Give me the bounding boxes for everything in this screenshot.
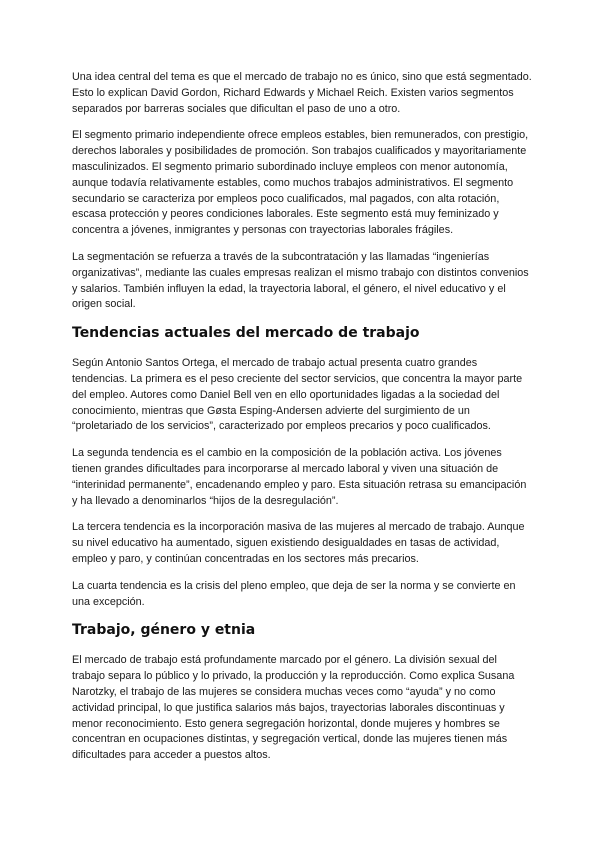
paragraph-second-trend: La segunda tendencia es el cambio en la composición de la población activa. Los jóvenes tienen grandes dificultades para incorporarse al mercado laboral y viven una situación de “interinidad permanente”, encadenando empleo y paro. Esta situación retrasa su emancipación y ha llevado a denominarlos “hijos de la desregulación”. bbox=[72, 447, 527, 507]
heading-work-gender-ethnicity: Trabajo, género y etnia bbox=[72, 622, 256, 639]
paragraph-subcontracting: La segmentación se refuerza a través de la subcontratación y las llamadas “ingenierías organizativas”, mediante las cuales empresas realizan el mismo trabajo con distintos convenios y salarios. También influyen la edad, la trayectoria laboral, el género, el nivel educativo y el origen social. bbox=[72, 250, 529, 311]
paragraph-fourth-trend: La cuarta tendencia es la crisis del pleno empleo, que deja de ser la norma y se convierte en una excepción. bbox=[72, 579, 516, 608]
heading-current-trends: Tendencias actuales del mercado de trabajo bbox=[72, 325, 420, 342]
paragraph-segments: El segmento primario independiente ofrece empleos estables, bien remunerados, con prestigio, derechos laborales y posibilidades de promoción. Son trabajos cualificados y mayoritariamente masculinizados. El segmento primario subordinado incluye empleos con menor autonomía, aunque todavía relativamente estables, como muchos trabajos administrativos. El segmento secundario se caracteriza por empleos poco cualificados, mal pagados, con alta rotación, escasa protección y peores condiciones laborales. Este segmento está muy feminizado y concentra a jóvenes, inmigrantes y personas con trayectorias laborales frágiles. bbox=[72, 129, 529, 237]
paragraph-gender: El mercado de trabajo está profundamente marcado por el género. La división sexual del trabajo separa lo público y lo privado, la producción y la reproducción. Como explica Susana Narotzky, el trabajo de las mujeres se considera muchas veces como “ayuda” y no como actividad principal, lo que justifica salarios más bajos, trayectorias laborales discontinuas y menor reconocimiento. Esto genera segregación horizontal, donde mujeres y hombres se concentran en ocupaciones distintas, y segregación vertical, donde las mujeres tienen más dificultades para acceder a puestos altos. bbox=[72, 654, 515, 762]
paragraph-third-trend: La tercera tendencia es la incorporación masiva de las mujeres al mercado de trabajo. Aunque su nivel educativo ha aumentado, siguen existiendo desigualdades en tasas de actividad, empleo y paro, y continúan concentradas en los sectores más precarios. bbox=[72, 521, 525, 565]
paragraph-segmentation-intro: Una idea central del tema es que el mercado de trabajo no es único, sino que está segmentado. Esto lo explican David Gordon, Richard Edwards y Michael Reich. Existen varios segmentos separados por barreras sociales que dificultan el paso de uno a otro. bbox=[72, 71, 532, 115]
paragraph-first-trend: Según Antonio Santos Ortega, el mercado de trabajo actual presenta cuatro grandes tendencias. La primera es el peso creciente del sector servicios, que concentra la mayor parte del empleo. Autores como Daniel Bell ven en ello oportunidades ligadas a la sociedad del conocimiento, mientras que Gøsta Esping-Andersen advierte del surgimiento de un “proletariado de los servicios”, caracterizado por empleos precarios y poco cualificados. bbox=[72, 357, 523, 433]
document-page bbox=[72, 70, 532, 775]
